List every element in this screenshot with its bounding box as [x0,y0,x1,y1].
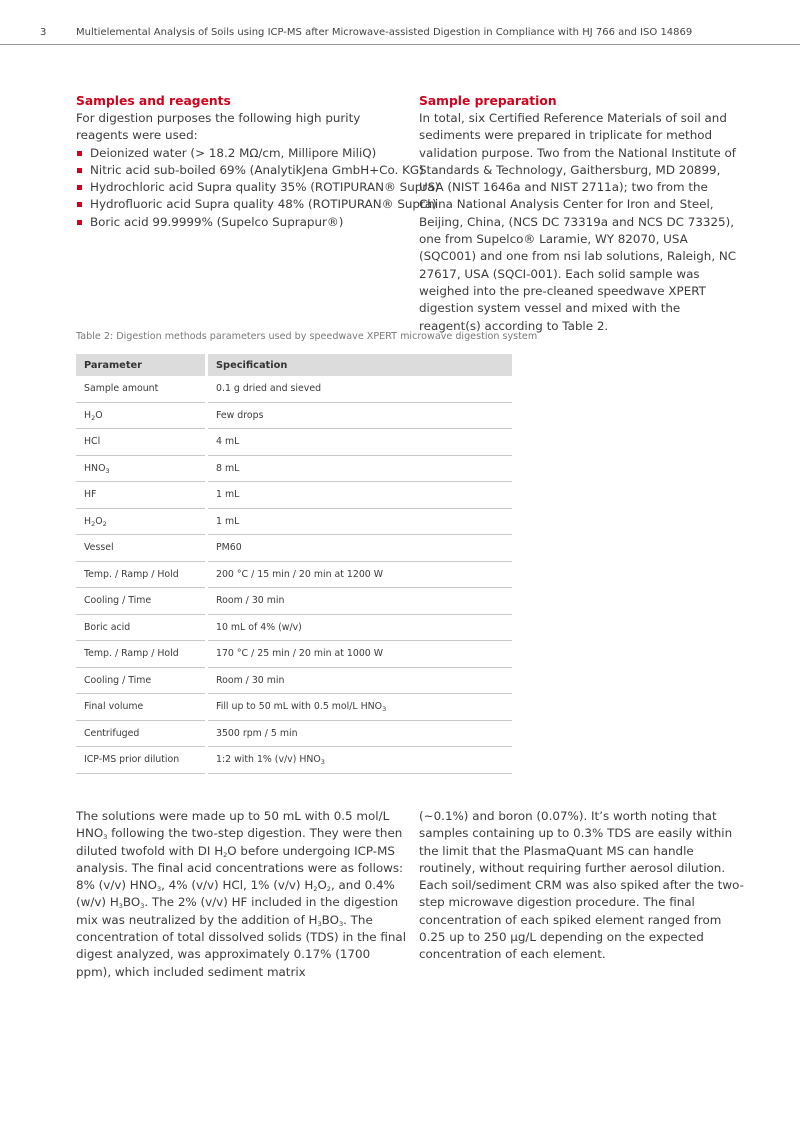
table-row [76,588,512,615]
page-header [0,0,800,45]
table-cell-specification: 1:2 with 1% (v/v) $HNO_3$ [207,747,513,774]
sample-preparation-text: In total, six Certified Reference Materials of soil and sediments were prepared in triplicate for method validation purpose. Two from the National Institute of Standards & Technology, Gaithersburg, MD 20899, USA (NIST 1646a and NIST 2711a); two from the China National Analysis Center for Iron and Steel, Beijing, China, (NCS DC 73319a and NCS DC 73325), one from Supelco® Laramie, WY 82070, USA (SQC001) and one from nsi lab solutions, Raleigh, NC 27617, USA (SQCI-001). Each solid sample was weighed into the pre-cleaned speedwave XPERT digestion system vessel and mixed with the reagent(s) according to Table 2. [419,111,737,333]
page-number: 3 [40,27,47,38]
table-cell-parameter: $H_2O$ [76,402,207,429]
table-cell-parameter: Final volume [76,694,207,721]
table-cell-specification: PM60 [207,535,513,562]
column-header-specification: Specification [207,354,513,376]
list-item: Nitric acid sub-boiled 69% (AnalytikJena GmbH+Co. KG) [76,162,406,179]
body-text-left [76,808,406,981]
reagent-list [76,145,440,231]
table-cell-specification: Room / 30 min [207,667,513,694]
sample-preparation-section [419,93,741,335]
list-item: Deionized water (> 18.2 MΩ/cm, Millipore MiliQ) [76,145,406,162]
list-item: Hydrofluoric acid Supra quality 48% (ROTIPURAN® Supra) [76,196,406,213]
table-cell-specification: 10 mL of 4% (w/v) [207,614,513,641]
samples-reagents-heading: Samples and reagents [76,94,231,108]
table-cell-specification: 0.1 g dried and sieved [207,376,513,402]
table-cell-parameter: Centrifuged [76,720,207,747]
table-row [76,429,512,456]
table-row [76,667,512,694]
table-row [76,535,512,562]
table-row [76,747,512,774]
sample-preparation-heading: Sample preparation [419,94,557,108]
samples-reagents-intro: For digestion purposes the following high purity reagents were used: [76,111,361,143]
table-cell-parameter: Cooling / Time [76,588,207,615]
table-cell-parameter: HF [76,482,207,509]
table-cell-parameter: Cooling / Time [76,667,207,694]
table-header-row [76,354,512,376]
table-row [76,720,512,747]
table-row [76,402,512,429]
table-cell-parameter: HCl [76,429,207,456]
table-cell-specification: Room / 30 min [207,588,513,615]
document-title: Multielemental Analysis of Soils using ICP-MS after Microwave-assisted Digestion in Compliance with HJ 766 and ISO 14869 [76,27,693,38]
table-row [76,508,512,535]
table-cell-specification: 170 °C / 25 min / 20 min at 1000 W [207,641,513,668]
spiking-paragraph: Each soil/sediment CRM was also spiked after the two-step microwave digestion procedure. The final concentration of each spiked element ranged from 0.25 up to 250 µg/L depending on the expected concentration of each element. [419,878,744,962]
table-row [76,641,512,668]
list-item: Boric acid 99.9999% (Supelco Suprapur®) [76,214,406,231]
table-cell-parameter: Boric acid [76,614,207,641]
table-cell-specification: Few drops [207,402,513,429]
table-row [76,482,512,509]
solutions-paragraph: The solutions were made up to 50 mL with 0.5 mol/L $HNO_3$ following the two-step digestion. They were then diluted twofold with DI $H_2O$ before undergoing ICP-MS analysis. The final acid concentrations were as follows: 8% (v/v) $HNO_3$, 4% (v/v) HCl, 1% (v/v) $H_2O_2$, and 0.4% (w/v) $H_3BO_3$. The 2% (v/v) HF included in the digestion mix was neutralized by the addition of $H_3BO_3$. The concentration of total dissolved solids (TDS) in the final digest analyzed, was approximately 0.17% (1700 ppm), which included sediment matrix [76,809,406,979]
tds-paragraph: (~0.1%) and boron (0.07%). It’s worth noting that samples containing up to 0.3% TDS are easily within the limit that the PlasmaQuant MS can handle routinely, without requiring further aerosol dilution. [419,809,733,875]
table-cell-parameter: Temp. / Ramp / Hold [76,641,207,668]
digestion-parameters-table [76,354,512,774]
table-cell-parameter: $H_2O_2$ [76,508,207,535]
table-cell-specification: 3500 rpm / 5 min [207,720,513,747]
table-cell-parameter: $HNO_3$ [76,455,207,482]
table-cell-specification: 4 mL [207,429,513,456]
table-row [76,614,512,641]
column-header-parameter: Parameter [76,354,207,376]
table-caption: Table 2: Digestion methods parameters used by speedwave XPERT microwave digestion system [76,331,538,342]
table-cell-parameter: Vessel [76,535,207,562]
table-row [76,455,512,482]
table-cell-parameter: Sample amount [76,376,207,402]
body-text-right [419,808,745,964]
samples-reagents-section [76,93,440,231]
table-cell-specification: 200 °C / 15 min / 20 min at 1200 W [207,561,513,588]
table-cell-parameter: ICP-MS prior dilution [76,747,207,774]
table-row [76,561,512,588]
table-cell-parameter: Temp. / Ramp / Hold [76,561,207,588]
table-cell-specification: 8 mL [207,455,513,482]
table-row [76,376,512,402]
list-item: Hydrochloric acid Supra quality 35% (ROTIPURAN® Supra) [76,179,406,196]
table-cell-specification: 1 mL [207,482,513,509]
table-row [76,694,512,721]
table-cell-specification: Fill up to 50 mL with 0.5 mol/L $HNO_3$ [207,694,513,721]
table-cell-specification: 1 mL [207,508,513,535]
